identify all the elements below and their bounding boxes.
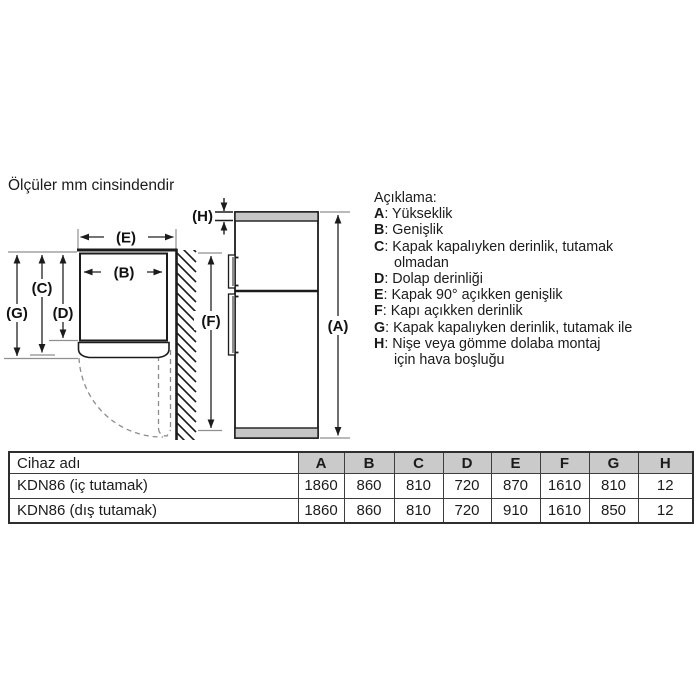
- fridge-body: [235, 212, 318, 438]
- door-closed: [79, 343, 170, 358]
- legend-text: Kapak kapalıyken derinlik, tutamak ile: [393, 319, 633, 336]
- dim-label-b: (B): [113, 264, 135, 282]
- legend-separator: :: [384, 238, 393, 255]
- fridge-plinth: [235, 428, 318, 438]
- legend-text: Dolap derinliği: [392, 271, 483, 288]
- legend-key: B: [374, 222, 385, 239]
- plan-view: [1, 222, 228, 448]
- dim-label-h: (H): [192, 208, 213, 225]
- dim-label-g: (G): [6, 305, 28, 322]
- wall-hatch: [176, 222, 196, 448]
- table-header-cell: F: [540, 452, 589, 474]
- legend-item: [374, 287, 700, 303]
- legend-text: Genişlik: [392, 222, 444, 239]
- legend-separator: :: [384, 271, 393, 288]
- table-cell: 720: [443, 474, 491, 499]
- legend-text: Kapak 90° açıkken genişlik: [391, 287, 563, 304]
- table-cell: 810: [394, 474, 443, 499]
- table-cell: 860: [344, 474, 394, 499]
- legend-separator: :: [384, 335, 393, 352]
- fridge-top-strip: [235, 212, 318, 221]
- legend-heading: Açıklama:: [374, 190, 437, 206]
- dimensions-table: [8, 451, 694, 524]
- legend-item: [374, 239, 700, 271]
- table-cell: 12: [638, 474, 693, 499]
- legend-text: Yükseklik: [392, 206, 453, 223]
- table-cell: 1610: [540, 474, 589, 499]
- dim-label-f: (F): [201, 313, 221, 330]
- legend-separator: :: [383, 287, 392, 304]
- table-header-cell: G: [589, 452, 638, 474]
- table-cell: 12: [638, 498, 693, 523]
- table-cell: 870: [491, 474, 540, 499]
- legend-text: Kapak kapalıyken derinlik, tutamak: [392, 238, 614, 255]
- table-header-cell: A: [298, 452, 344, 474]
- table-cell: 810: [394, 498, 443, 523]
- legend-text: Kapı açıkken derinlik: [390, 303, 523, 320]
- table-header-cell: D: [443, 452, 491, 474]
- legend-text: Nişe veya gömme dolaba montaj: [392, 335, 601, 352]
- device-name-cell: KDN86 (iç tutamak): [9, 474, 298, 499]
- dimension-diagram: [0, 184, 370, 448]
- legend-separator: :: [382, 303, 391, 320]
- legend: [374, 190, 700, 368]
- h-dimension: [215, 198, 233, 235]
- table-header-row: [9, 452, 693, 474]
- dim-label-e: (E): [116, 229, 136, 247]
- legend-key: A: [374, 206, 385, 223]
- legend-key: G: [374, 319, 386, 336]
- table-header-cell: H: [638, 452, 693, 474]
- table-header-cell: E: [491, 452, 540, 474]
- table-cell: 860: [344, 498, 394, 523]
- table-header-cell: C: [394, 452, 443, 474]
- dim-label-d: (D): [52, 305, 74, 322]
- legend-item: [374, 222, 700, 238]
- table-cell: 850: [589, 498, 638, 523]
- legend-key: E: [374, 287, 384, 304]
- table-cell: 1610: [540, 498, 589, 523]
- legend-text-continuation: için hava boşluğu: [394, 352, 505, 369]
- table-cell: 910: [491, 498, 540, 523]
- dim-label-a: (A): [327, 318, 349, 335]
- table-header-cell: B: [344, 452, 394, 474]
- table-cell: 810: [589, 474, 638, 499]
- legend-item: [374, 320, 700, 336]
- dim-label-c: (C): [31, 280, 53, 297]
- table-cell: 1860: [298, 474, 344, 499]
- legend-separator: :: [385, 319, 394, 336]
- legend-item: [374, 271, 700, 287]
- table-row: [9, 498, 693, 523]
- door-swing-arc: [79, 347, 171, 437]
- table-row: [9, 474, 693, 499]
- legend-key: D: [374, 271, 385, 288]
- legend-separator: :: [384, 206, 393, 223]
- legend-item: [374, 206, 700, 222]
- device-name-cell: KDN86 (dış tutamak): [9, 498, 298, 523]
- legend-item: [374, 303, 700, 319]
- legend-key: F: [374, 303, 383, 320]
- table-header-device-name: Cihaz adı: [9, 452, 298, 474]
- legend-item: [374, 336, 700, 368]
- legend-key: H: [374, 335, 385, 352]
- table-cell: 1860: [298, 498, 344, 523]
- legend-key: C: [374, 238, 385, 255]
- legend-text-continuation: olmadan: [394, 254, 449, 271]
- units-note: Ölçüler mm cinsindendir: [8, 177, 175, 194]
- legend-separator: :: [384, 222, 393, 239]
- table-cell: 720: [443, 498, 491, 523]
